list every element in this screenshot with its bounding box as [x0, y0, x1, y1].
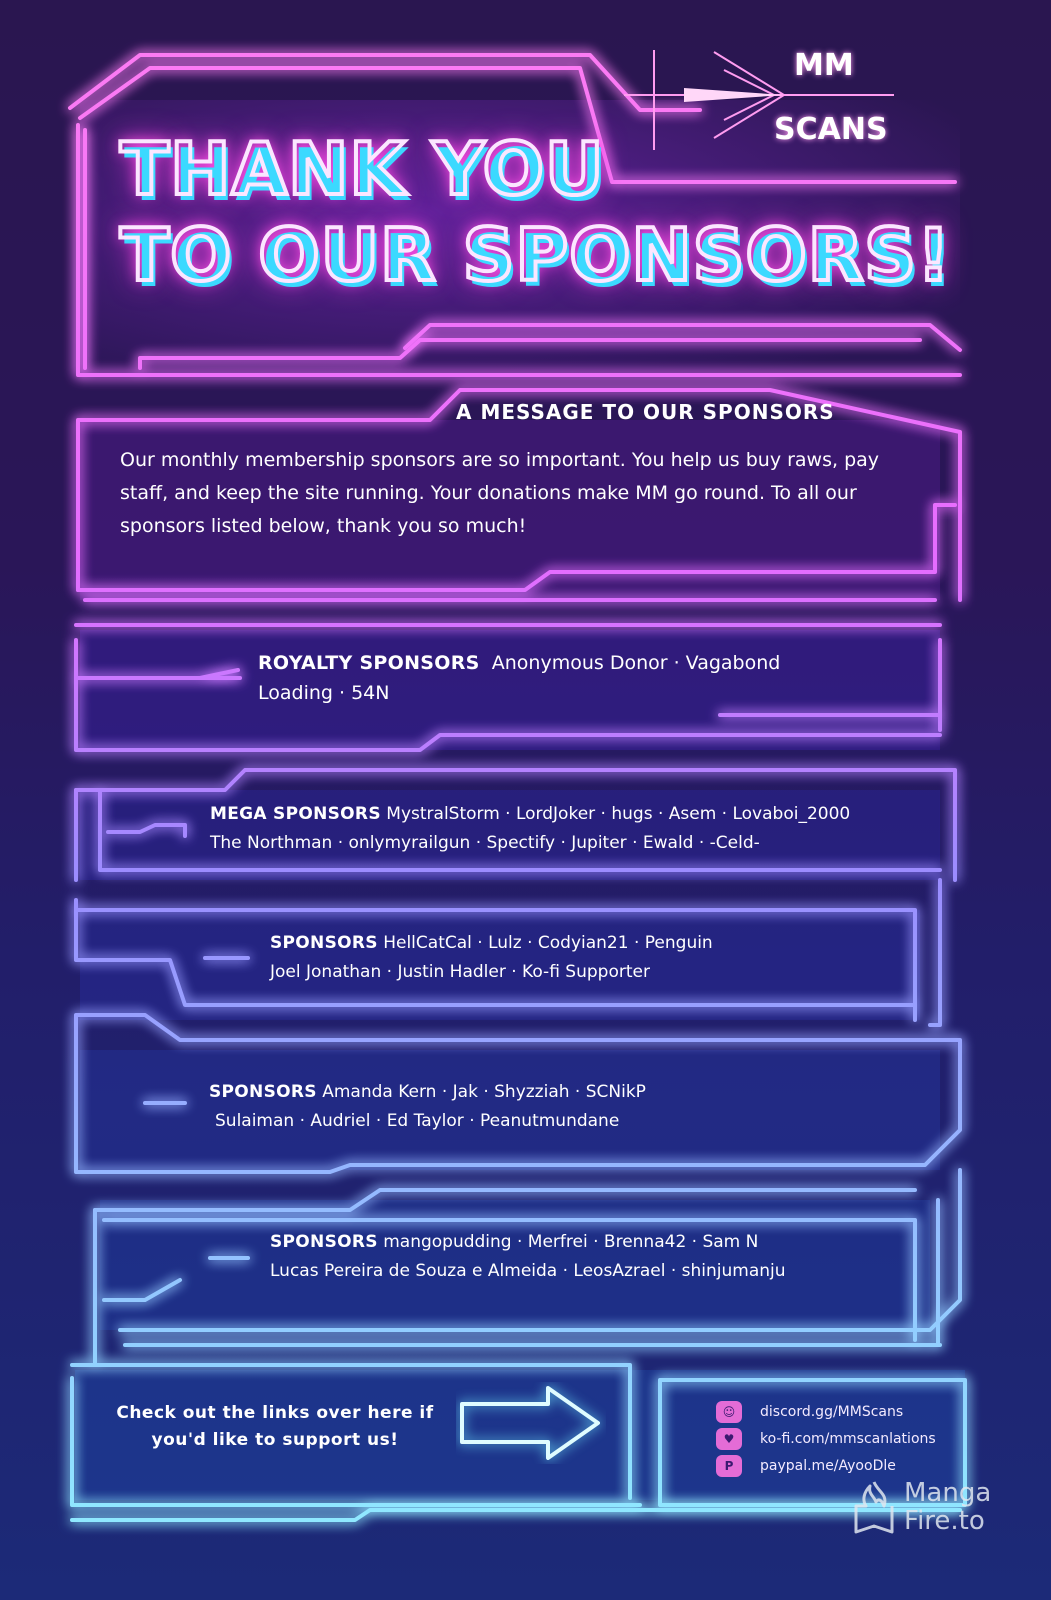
- tier-names-line-2: Lucas Pereira de Souza e Almeida · LeosAzrael · shinjumanju: [270, 1261, 786, 1281]
- tier-names-line-1: MystralStorm · LordJoker · hugs · Asem · Lovaboi_2000: [386, 804, 851, 824]
- tier-names-line-1: Anonymous Donor · Vagabond: [491, 652, 781, 674]
- paypal-icon: P: [716, 1455, 742, 1477]
- discord-link[interactable]: [716, 1398, 936, 1425]
- support-links: [716, 1398, 936, 1479]
- tier-names-line-2: The Northman · onlymyrailgun · Spectify · Jupiter · Ewald · -Celd-: [210, 833, 760, 853]
- tier-names-line-2: Loading · 54N: [258, 682, 390, 704]
- watermark-line-2: Fire.to: [904, 1506, 985, 1536]
- tier-sponsors-2: [209, 1078, 646, 1136]
- link-text: ko-fi.com/mmscanlations: [760, 1430, 936, 1447]
- tier-label: SPONSORS: [270, 933, 378, 953]
- kofi-link[interactable]: [716, 1425, 936, 1452]
- link-text: paypal.me/AyooDle: [760, 1457, 896, 1474]
- tier-label: ROYALTY SPONSORS: [258, 652, 480, 674]
- discord-icon: ☺: [716, 1401, 742, 1423]
- tier-label: SPONSORS: [209, 1082, 317, 1102]
- logo-text-scans: SCANS: [774, 112, 888, 147]
- title-line-1: THANK YOU: [120, 127, 605, 211]
- arrow-right-icon: [456, 1382, 606, 1464]
- title-line-2: TO OUR SPONSORS!: [120, 213, 951, 297]
- tier-names-line-2: Sulaiman · Audriel · Ed Taylor · Peanutmundane: [215, 1111, 620, 1131]
- tier-mega: [210, 800, 850, 858]
- tier-names-line-2: Joel Jonathan · Justin Hadler · Ko-fi Supporter: [270, 962, 650, 982]
- tier-names-line-1: HellCatCal · Lulz · Codyian21 · Penguin: [383, 933, 713, 953]
- tier-sponsors-3: [270, 1228, 786, 1286]
- watermark-line-1: Manga: [904, 1478, 992, 1508]
- tier-royalty: [258, 648, 780, 708]
- message-body: Our monthly membership sponsors are so important. You help us buy raws, pay staff, and keep the site running. Your donations make MM go round. To all our sponsors listed below, thank you so much!: [120, 449, 880, 537]
- tier-label: MEGA SPONSORS: [210, 804, 381, 824]
- paypal-link[interactable]: [716, 1452, 936, 1479]
- tier-sponsors-1: [270, 929, 713, 987]
- kofi-icon: ♥: [716, 1428, 742, 1450]
- mangafire-watermark: [848, 1478, 1028, 1538]
- support-callout: Check out the links over here if you'd like to support us!: [116, 1403, 434, 1450]
- message-heading: A MESSAGE TO OUR SPONSORS: [456, 400, 835, 424]
- link-text: discord.gg/MMScans: [760, 1403, 904, 1420]
- tier-label: SPONSORS: [270, 1232, 378, 1252]
- flame-book-icon: [848, 1480, 900, 1536]
- tier-names-line-1: Amanda Kern · Jak · Shyzziah · SCNikP: [322, 1082, 646, 1102]
- logo-text-mm: MM: [794, 48, 854, 83]
- tier-names-line-1: mangopudding · Merfrei · Brenna42 · Sam N: [383, 1232, 759, 1252]
